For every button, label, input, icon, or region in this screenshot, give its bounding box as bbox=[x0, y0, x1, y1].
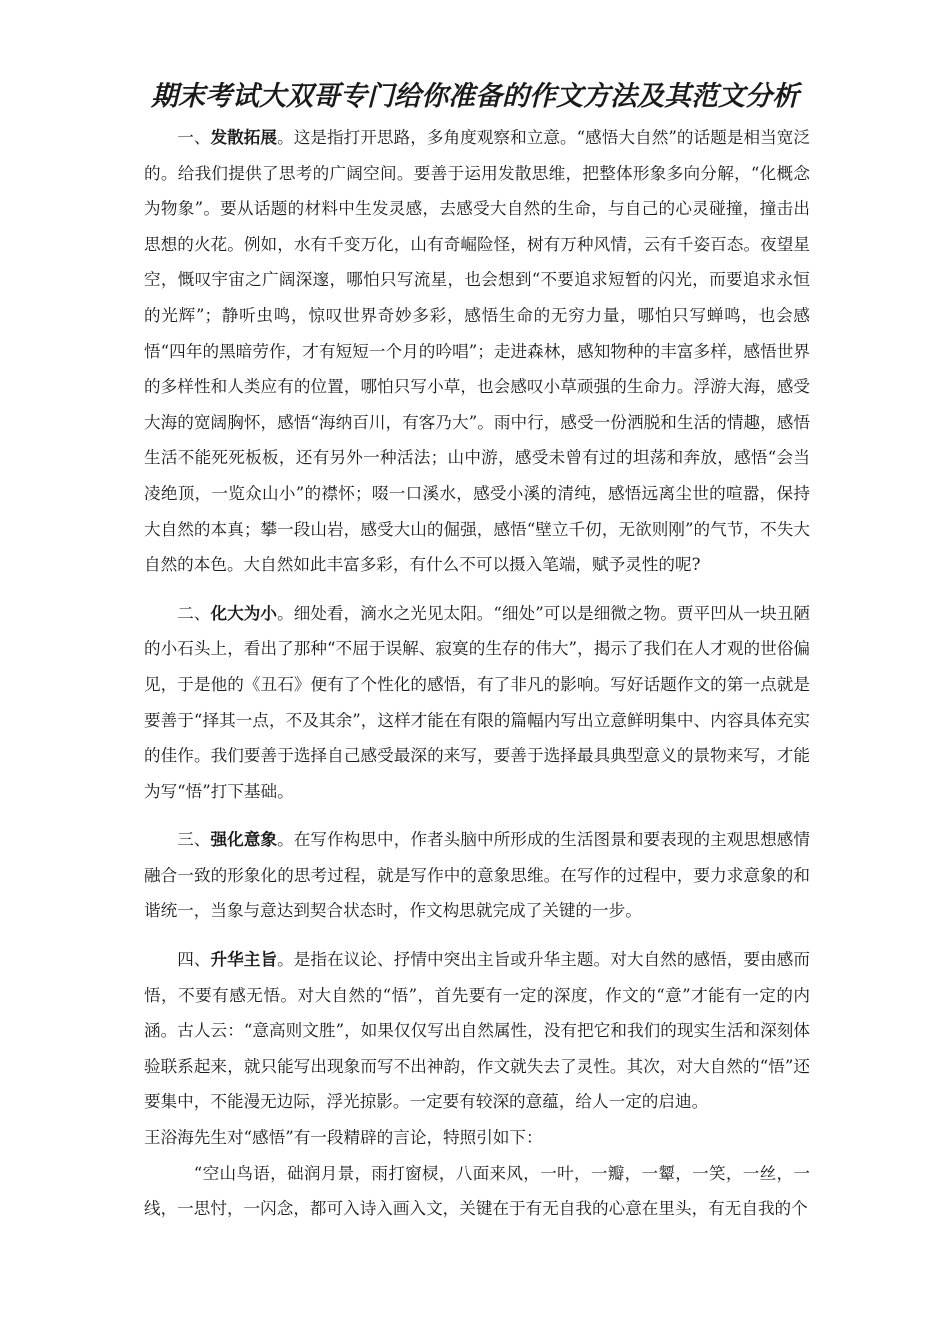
section-number: 三、 bbox=[177, 830, 211, 850]
section-heading: 发散拓展 bbox=[210, 128, 278, 147]
section-paragraph-2 bbox=[144, 596, 810, 810]
document-title: 期末考试大双哥专门给你准备的作文方法及其范文分析 bbox=[151, 81, 799, 112]
section-text: 。是指在议论、抒情中突出主旨或升华主题。对大自然的感悟，要由感而悟，不要有感无悟。对大自然的“悟”，首先要有一定的深度，作文的“意”才能有一定的内涵。古人云：“意高则文胜”，如果仅仅写出自然属性，没有把它和我们的现实生活和深刻体验联系起来，就只能写出现象而写不出神韵，作文就失去了灵性。其次，对大自然的“悟”还要集中，不能漫无边际，浮光掠影。一定要有较深的意蕴，给人一定的启迪。 bbox=[144, 950, 811, 1112]
section-text: 。这是指打开思路，多角度观察和立意。“感悟大自然”的话题是相当宽泛的。给我们提供了思考的广阔空间。要善于运用发散思维，把整体形象多向分解，“化概念为物象”。要从话题的材料中生发灵感，去感受大自然的生命，与自己的心灵碰撞，撞击出思想的火花。例如，水有千变万化，山有奇崛险怪，树有万种风情，云有千姿百态。夜望星空，慨叹宇宙之广阔深邃，哪怕只写流星，也会想到“不要追求短暂的闪光，而要追求永恒的光辉”；静听虫鸣，惊叹世界奇妙多彩，感悟生命的无穷力量，哪怕只写蝉鸣，也会感悟“四年的黑暗劳作，才有短短一个月的吟唱”；走进森林，感知物种的丰富多样，感悟世界的多样性和人类应有的位置，哪怕只写小草，也会感叹小草顽强的生命力。浮游大海，感受大海的宽阔胸怀，感悟“海纳百川，有客乃大”。雨中行，感受一份洒脱和生活的情趣，感悟生活不能死死板板，还有另外一种活法；山中游，感受未曾有过的坦荡和奔放，感悟“会当凌绝顶，一览众山小”的襟怀；啜一口溪水，感受小溪的清纯，感悟远离尘世的喧嚣，保持大自然的本真；攀一段山岩，感受大山的倔强，感悟“壁立千仞，无欲则刚”的气节，不失大自然的本色。大自然如此丰富多彩，有什么不可以摄入笔端，赋予灵性的呢? bbox=[144, 128, 811, 575]
quote-paragraph: “空山鸟语，础润月景，雨打窗棂，八面来风，一叶，一瓣，一颦，一笑，一丝，一线，一思忖，一闪念，都可入诗入画入文，关键在于有无自我的心意在里头，有无自我的个 bbox=[144, 1163, 810, 1219]
section-heading: 升华主旨 bbox=[210, 950, 278, 970]
section-paragraph-3 bbox=[144, 822, 810, 929]
section-paragraph-1 bbox=[144, 120, 810, 583]
section-number: 一、 bbox=[177, 128, 211, 147]
intro-line: 王浴海先生对“感悟”有一段精辟的言论，特照引如下： bbox=[144, 1128, 543, 1148]
section-heading: 强化意象 bbox=[210, 830, 278, 850]
section-number: 四、 bbox=[177, 950, 211, 970]
section-text: 。细处看，滴水之光见太阳。“细处”可以是细微之物。贾平凹从一块丑陋的小石头上，看出了那种“不屈于误解、寂寞的生存的伟大”，揭示了我们在人才观的世俗偏见，于是他的《丑石》便有了个性化的感悟，有了非凡的影响。写好话题作文的第一点就是要善于“择其一点，不及其余”，这样才能在有限的篇幅内写出立意鲜明集中、内容具体充实的佳作。我们要善于选择自己感受最深的来写，要善于选择最具典型意义的景物来写，才能为写“悟”打下基础。 bbox=[144, 603, 811, 801]
document-body bbox=[144, 120, 810, 1227]
section-heading: 化大为小 bbox=[210, 603, 278, 623]
section-text: 。在写作构思中，作者头脑中所形成的生活图景和要表现的主观思想感情融合一致的形象化的思考过程，就是写作中的意象思维。在写作的过程中，要力求意象的和谐统一，当象与意达到契合状态时，作文构思就完成了关键的一步。 bbox=[144, 830, 811, 921]
section-paragraph-4 bbox=[144, 942, 810, 1120]
section-number: 二、 bbox=[177, 603, 211, 623]
